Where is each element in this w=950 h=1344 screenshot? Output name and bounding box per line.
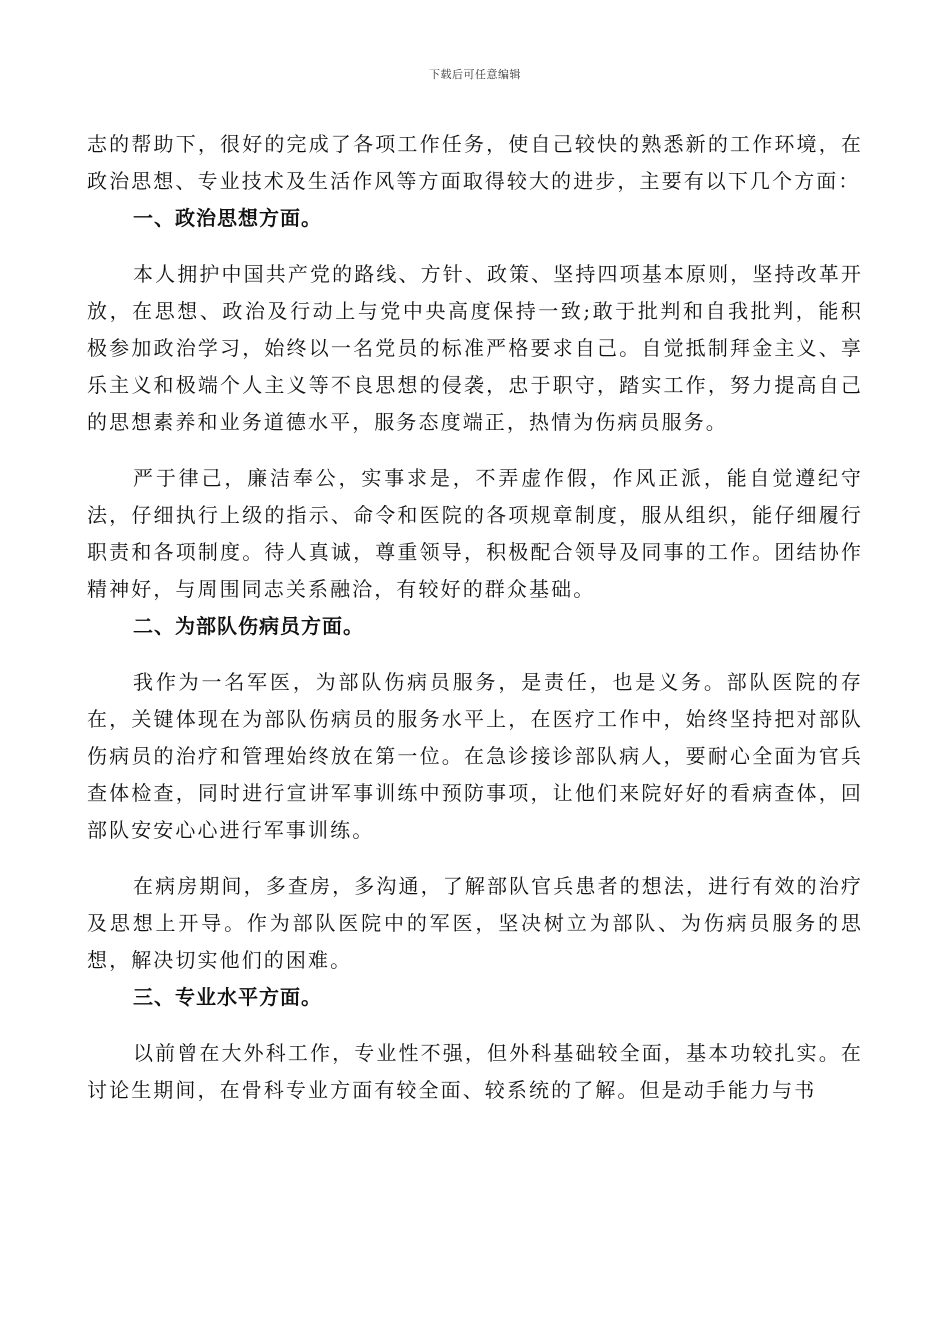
- paragraph-troops-1: 我作为一名军医，为部队伤病员服务，是责任，也是义务。部队医院的存在，关键体现在为部队伤病员的服务水平上，在医疗工作中，始终坚持把对部队伤病员的治疗和管理始终放在第一位。在急诊接诊部队病人，要耐心全面为官兵查体检查，同时进行宣讲军事训练中预防事项，让他们来院好好的看病查体，回部队安安心心进行军事训练。: [87, 670, 863, 842]
- page-header: 下载后可任意编辑: [429, 68, 521, 81]
- paragraph-troops-2: 在病房期间，多查房，多沟通，了解部队官兵患者的想法，进行有效的治疗及思想上开导。作为部队医院中的军医，坚决树立为部队、为伤病员服务的思想，解决切实他们的困难。: [87, 874, 863, 972]
- section-heading-professional: 三、专业水平方面。: [133, 985, 322, 1009]
- section-heading-troops: 二、为部队伤病员方面。: [133, 614, 364, 638]
- paragraph-political-2: 严于律己，廉洁奉公，实事求是，不弄虚作假，作风正派，能自觉遵纪守法，仔细执行上级的指示、命令和医院的各项规章制度，服从组织，能仔细履行职责和各项制度。待人真诚，尊重领导，积极配合领导及同事的工作。团结协作精神好，与周围同志关系融洽，有较好的群众基础。: [87, 466, 863, 601]
- document-body: [87, 126, 863, 1109]
- section-heading-political: 一、政治思想方面。: [133, 206, 322, 230]
- paragraph-political-1: 本人拥护中国共产党的路线、方针、政策、坚持四项基本原则，坚持改革开放，在思想、政治及行动上与党中央高度保持一致;敢于批判和自我批判，能积极参加政治学习，始终以一名党员的标准严格要求自己。自觉抵制拜金主义、享乐主义和极端个人主义等不良思想的侵袭，忠于职守，踏实工作，努力提高自己的思想素养和业务道德水平，服务态度端正，热情为伤病员服务。: [87, 262, 863, 434]
- paragraph-professional-1: 以前曾在大外科工作，专业性不强，但外科基础较全面，基本功较扎实。在讨论生期间，在骨科专业方面有较全面、较系统的了解。但是动手能力与书: [87, 1041, 863, 1102]
- intro-paragraph: 志的帮助下，很好的完成了各项工作任务，使自己较快的熟悉新的工作环境，在政治思想、专业技术及生活作风等方面取得较大的进步，主要有以下几个方面：: [87, 132, 863, 193]
